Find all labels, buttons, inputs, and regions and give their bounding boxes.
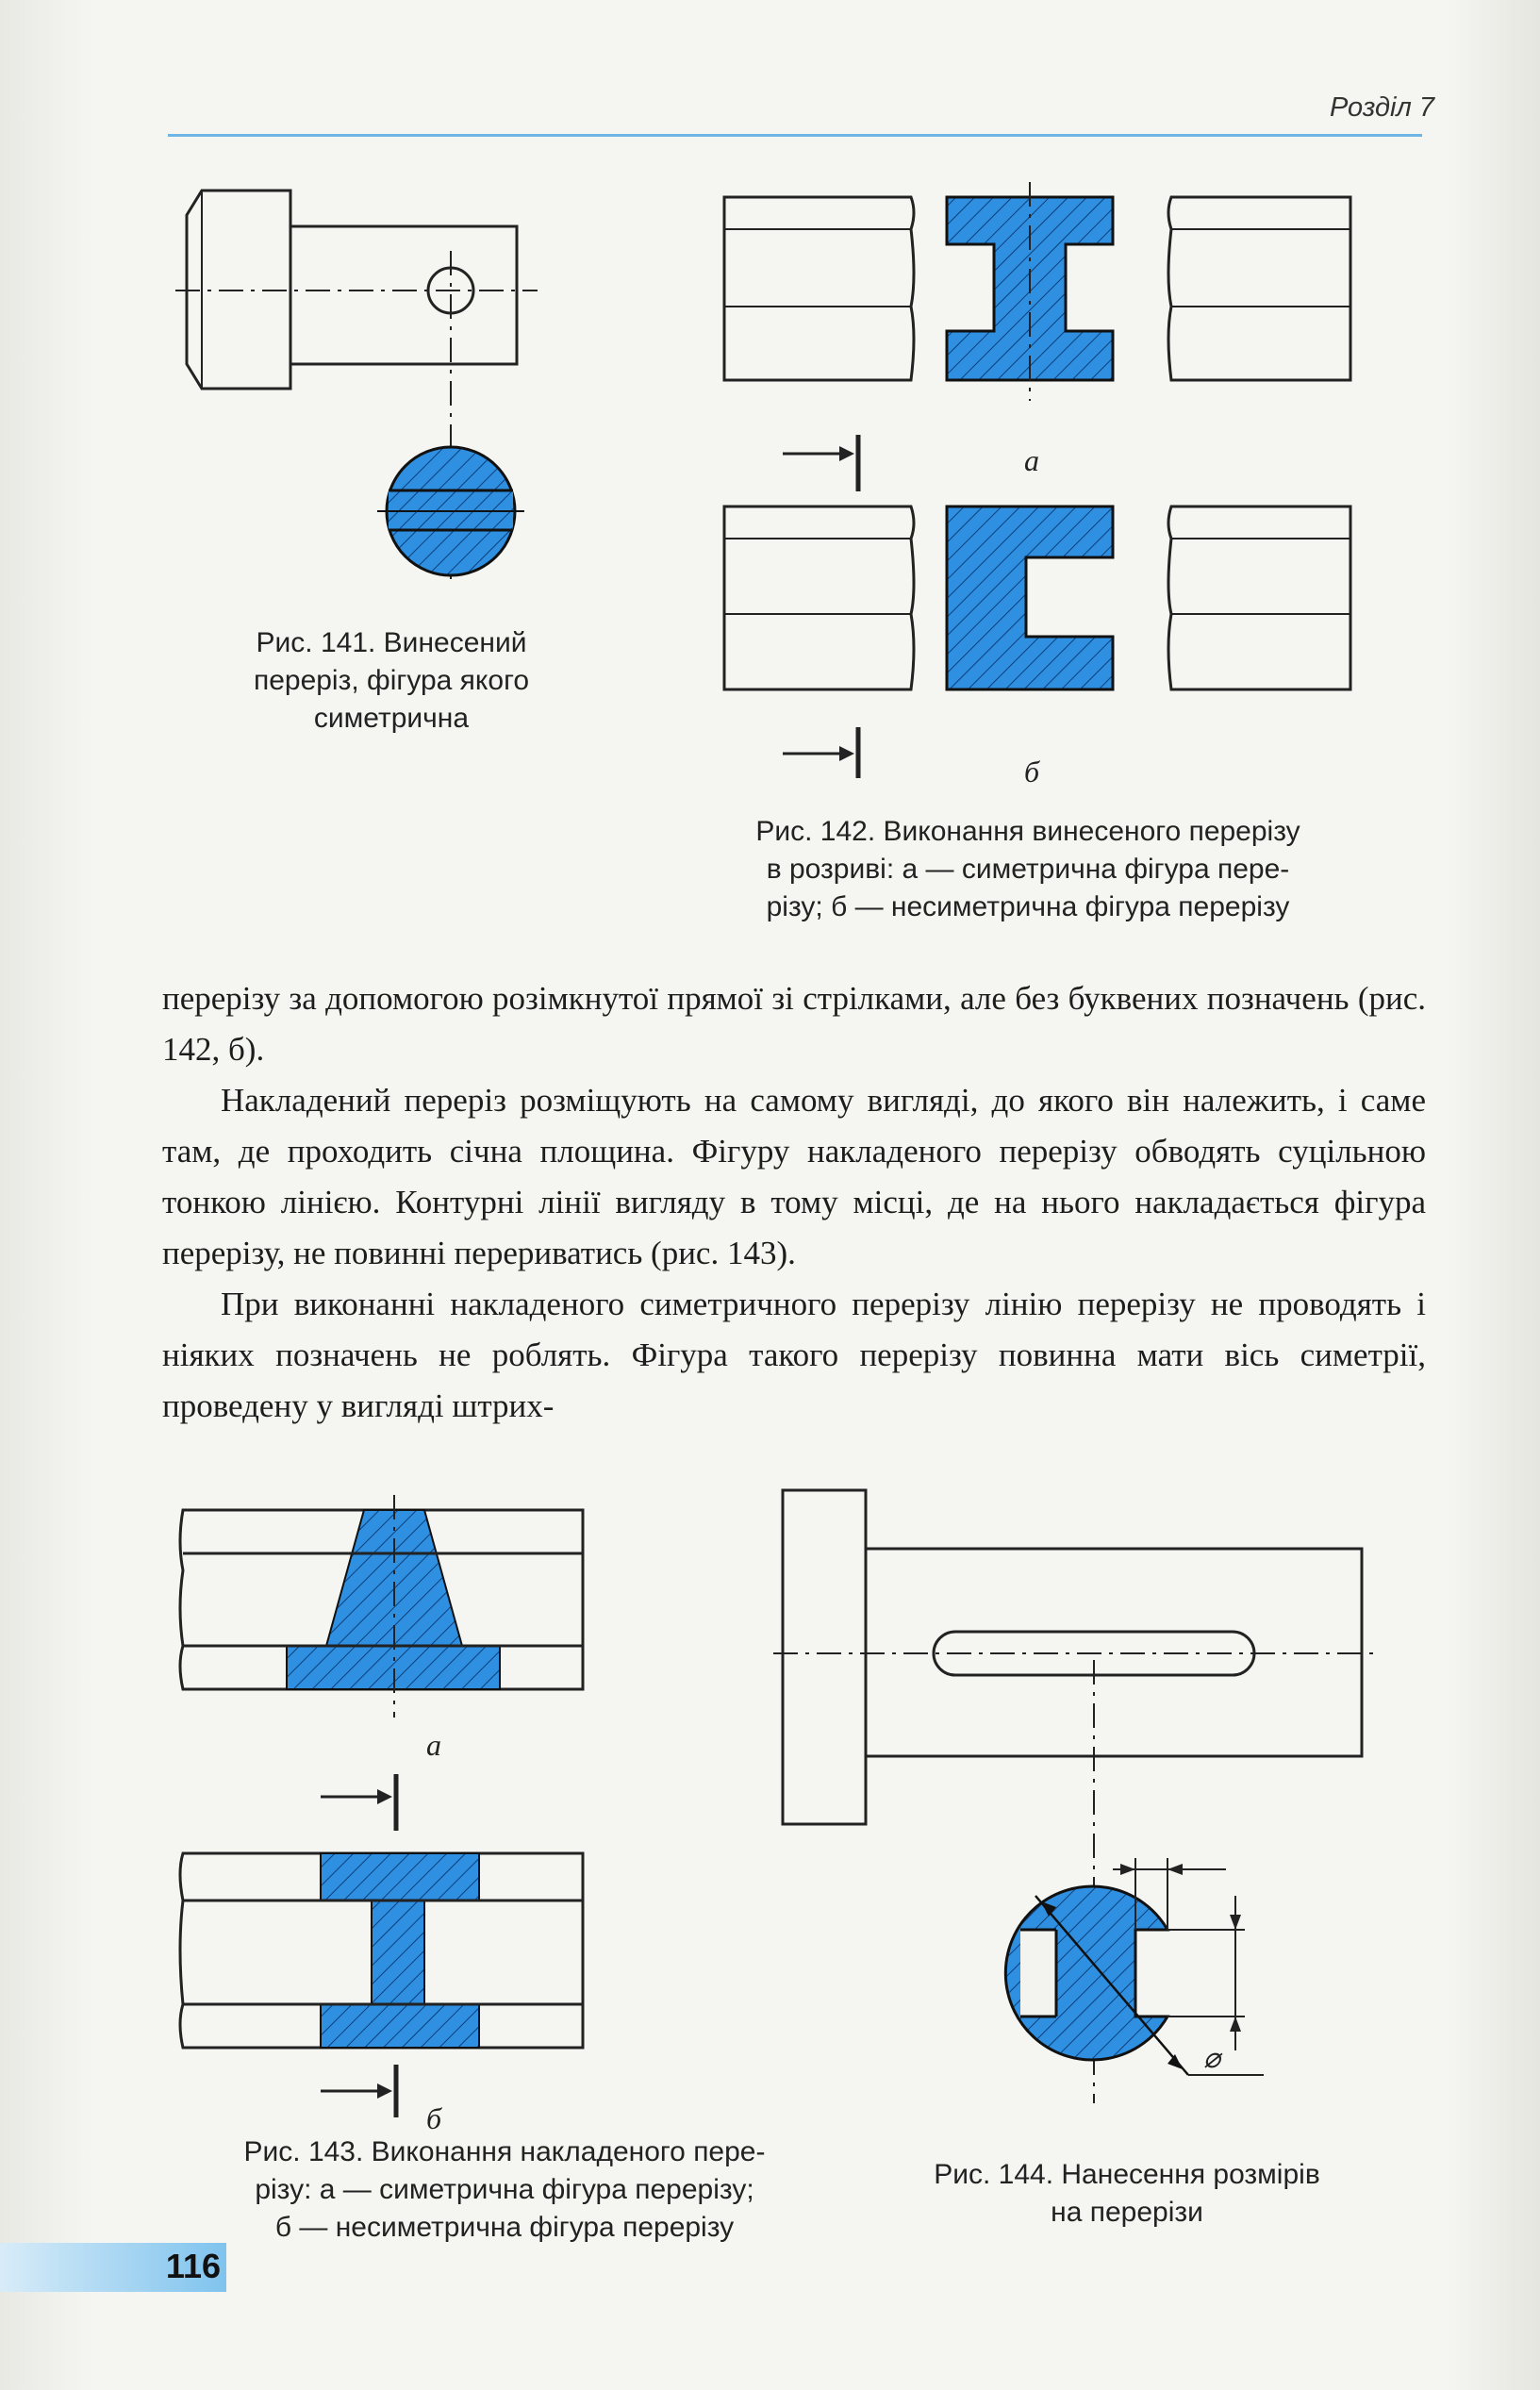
diameter-symbol: ⌀ [1203, 2043, 1221, 2074]
caption-line: на перерізи [1051, 2197, 1203, 2228]
figure-144-caption [882, 2156, 1372, 2232]
body-text [162, 973, 1426, 1432]
caption-line: Рис. 143. Виконання накладеного пере- [243, 2136, 766, 2167]
figure-141-caption [165, 624, 618, 738]
paragraph: При виконанні накладеного симетричного перерізу лінію перерізу не проводять і ніяких позначень не роблять. Фігура такого перерізу повинна мати вісь симетрії, проведену у вигляді штрих- [162, 1286, 1426, 1424]
caption-line: симетрична [313, 703, 470, 734]
page-number-badge [0, 2243, 226, 2292]
caption-line: б — несиметрична фігура перерізу [274, 2212, 735, 2243]
figure-143-caption [151, 2133, 858, 2247]
paragraph: Накладений переріз розміщують на самому вигляді, до якого він належить, і саме там, де проходить січна площина. Фігуру накладеного перерізу обводять суцільною тонкою лінією. Контурні лінії вигляду в тому місці, де на нього накладається фігура перерізу, не повинні перериватись (рис. 143). [162, 1082, 1426, 1271]
figure-142-caption [651, 813, 1405, 926]
figure-142-label-b: б [1024, 755, 1040, 788]
figure-142-label-a: а [1024, 443, 1039, 477]
figure-143-drawing [170, 1495, 604, 2117]
paragraph: перерізу за допомогою розімкнутої прямої зі стрілками, але без буквених позначень (рис. 142, б). [162, 980, 1426, 1068]
caption-line: різу: а — симетрична фігура перерізу; [255, 2174, 754, 2205]
figure-143-label-b: б [426, 2101, 442, 2135]
header-rule [168, 134, 1422, 137]
figure-141-drawing [170, 179, 547, 594]
figure-143-label-a: а [426, 1728, 441, 1762]
caption-line: різу; б — несиметрична фігура перерізу [766, 891, 1290, 922]
page-number: 116 [165, 2247, 221, 2285]
caption-line: Рис. 144. Нанесення розмірів [934, 2159, 1320, 2190]
figure-144-drawing [773, 1481, 1396, 2113]
caption-line: переріз, фігура якого [253, 665, 530, 696]
caption-line: Рис. 141. Винесений [256, 627, 527, 658]
section-label: Розділ 7 [1330, 92, 1434, 123]
caption-line: Рис. 142. Виконання винесеного перерізу [755, 816, 1300, 847]
caption-line: в розриві: а — симетрична фігура пере- [766, 854, 1290, 885]
